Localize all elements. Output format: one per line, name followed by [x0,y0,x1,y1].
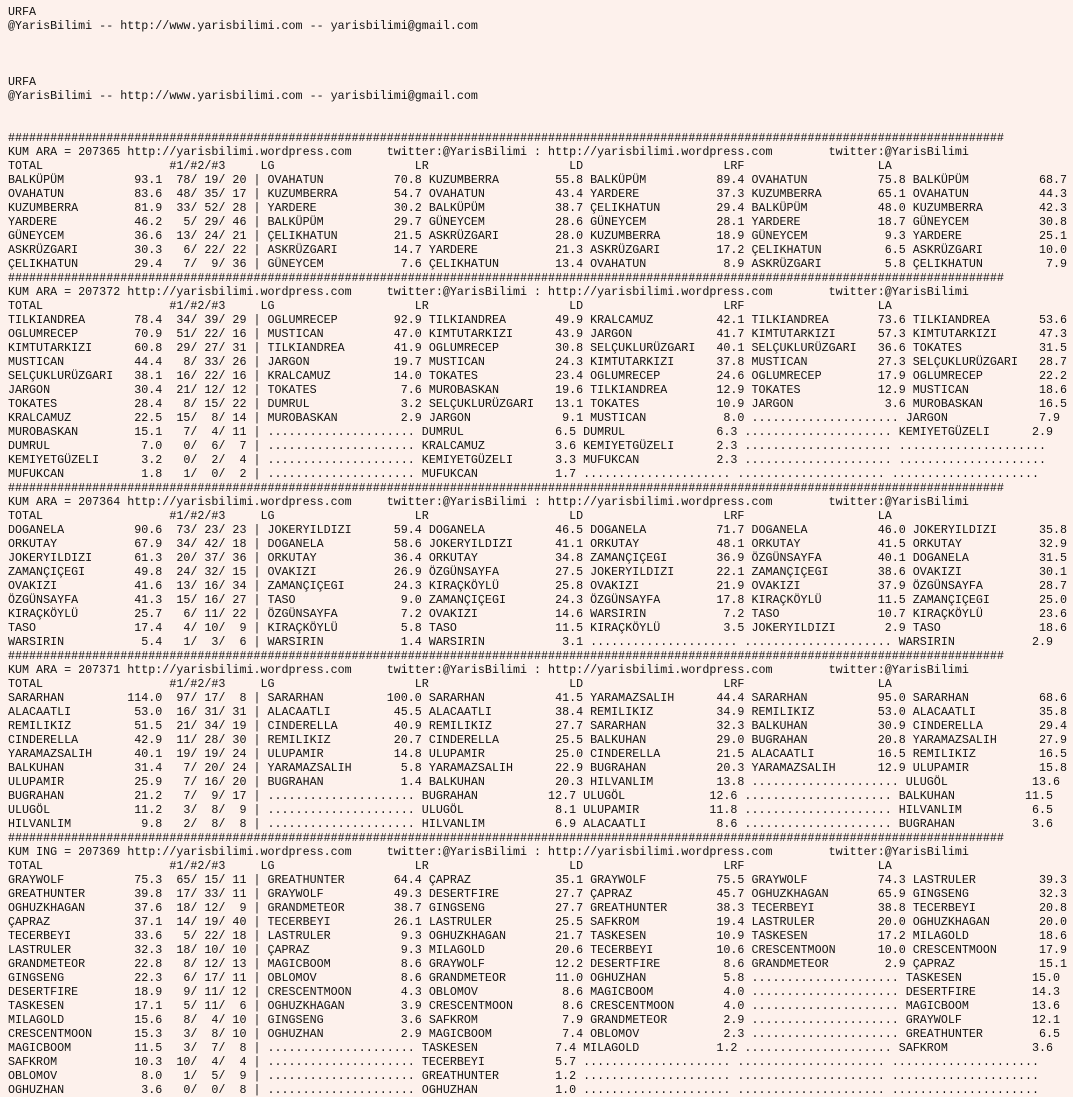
document-line: ULUGÖL 11.2 3/ 8/ 9 | ..................... ULUGÖL 8.1 ULUPAMIR 11.8 ..................... HILVANLIM 6.5 [8,803,1054,817]
document-line: ALACAATLI 53.0 16/ 31/ 31 | ALACAATLI 45.5 ALACAATLI 38.4 REMILIKIZ 34.9 REMILIKIZ 53.0 ALACAATLI 35.8 [8,705,1068,719]
document-line: URFA [8,5,37,19]
document-line: GINGSENG 22.3 6/ 17/ 11 | OBLOMOV 8.6 GRANDMETEOR 11.0 OGHUZHAN 5.8 ..................... TASKESEN 15.0 [8,971,1061,985]
document-line [8,33,1073,47]
document-line: BALKÜPÜM 93.1 78/ 19/ 20 | OVAHATUN 70.8 KUZUMBERRA 55.8 BALKÜPÜM 89.4 OVAHATUN 75.8 BALKÜPÜM 68.7 [8,173,1068,187]
document-line: KUM ARA = 207372 http://yarisbilimi.wordpress.com twitter:@YarisBilimi : http://yarisbilimi.wordpress.com twitter:@YarisBilimi [8,285,969,299]
document-line: DOGANELA 90.6 73/ 23/ 23 | JOKERYILDIZI 59.4 DOGANELA 46.5 DOGANELA 71.7 DOGANELA 46.0 JOKERYILDIZI 35.8 [8,523,1068,537]
document-line: ASKRÜZGARI 30.3 6/ 22/ 22 | ASKRÜZGARI 14.7 YARDERE 21.3 ASKRÜZGARI 17.2 ÇELIKHATUN 6.5 ASKRÜZGARI 10.0 [8,243,1068,257]
document-line: ULUPAMIR 25.9 7/ 16/ 20 | BUGRAHAN 1.4 BALKUHAN 20.3 HILVANLIM 13.8 ..................... ULUGÖL 13.6 [8,775,1061,789]
document-line: OVAKIZI 41.6 13/ 16/ 34 | ZAMANÇIÇEGI 24.3 KIRAÇKÖYLÜ 25.8 OVAKIZI 21.9 OVAKIZI 37.9 ÖZGÜNSAYFA 28.7 [8,579,1068,593]
document-line: TOTAL #1/#2/#3 LG LR LD LRF LA [8,159,892,173]
document-line: TILKIANDREA 78.4 34/ 39/ 29 | OGLUMRECEP 92.9 TILKIANDREA 49.9 KRALCAMUZ 42.1 TILKIANDREA 73.6 TILKIANDREA 53.6 [8,313,1068,327]
document-line: KIRAÇKÖYLÜ 25.7 6/ 11/ 22 | ÖZGÜNSAYFA 7.2 OVAKIZI 14.6 WARSIRIN 7.2 TASO 10.7 KIRAÇKÖYLÜ 23.6 [8,607,1068,621]
document-line: GÜNEYCEM 36.6 13/ 24/ 21 | ÇELIKHATUN 21.5 ASKRÜZGARI 28.0 KUZUMBERRA 18.9 GÜNEYCEM 9.3 YARDERE 25.1 [8,229,1068,243]
document-line: WARSIRIN 5.4 1/ 3/ 6 | WARSIRIN 1.4 WARSIRIN 3.1 ..................... ..................... WARSIRIN 2.9 [8,635,1054,649]
document-line: JARGON 30.4 21/ 12/ 12 | TOKATES 7.6 MUROBASKAN 19.6 TILKIANDREA 12.9 TOKATES 12.9 MUSTICAN 18.6 [8,383,1068,397]
document-line: TOTAL #1/#2/#3 LG LR LD LRF LA [8,859,892,873]
document-line: YARAMAZSALIH 40.1 19/ 19/ 24 | ULUPAMIR 14.8 ULUPAMIR 25.0 CINDERELLA 21.5 ALACAATLI 16.5 REMILIKIZ 16.5 [8,747,1068,761]
document-line: KUM ING = 207369 http://yarisbilimi.wordpress.com twitter:@YarisBilimi : http://yarisbilimi.wordpress.com twitter:@YarisBilimi [8,845,969,859]
document-line: GRAYWOLF 75.3 65/ 15/ 11 | GREATHUNTER 64.4 ÇAPRAZ 35.1 GRAYWOLF 75.5 GRAYWOLF 74.3 LASTRULER 39.3 [8,873,1068,887]
document-line: TECERBEYI 33.6 5/ 22/ 18 | LASTRULER 9.3 OGHUZKHAGAN 21.7 TASKESEN 10.9 TASKESEN 17.2 MILAGOLD 18.6 [8,929,1068,943]
document-line: GRANDMETEOR 22.8 8/ 12/ 13 | MAGICBOOM 8.6 GRAYWOLF 12.2 DESERTFIRE 8.6 GRANDMETEOR 2.9 ÇAPRAZ 15.1 [8,957,1068,971]
document-line: URFA [8,75,37,89]
document-line: DUMRUL 7.0 0/ 6/ 7 | ..................... KRALCAMUZ 3.6 KEMIYETGÜZELI 2.3 ..................... ..................... [8,439,1047,453]
document-line: ORKUTAY 67.9 34/ 42/ 18 | DOGANELA 58.6 JOKERYILDIZI 41.1 ORKUTAY 48.1 ORKUTAY 41.5 ORKUTAY 32.9 [8,537,1068,551]
document-line: @YarisBilimi -- http://www.yarisbilimi.com -- yarisbilimi@gmail.com [8,89,478,103]
document-line: KUM ARA = 207365 http://yarisbilimi.wordpress.com twitter:@YarisBilimi : http://yarisbilimi.wordpress.com twitter:@YarisBilimi [8,145,969,159]
document-line: @YarisBilimi -- http://www.yarisbilimi.com -- yarisbilimi@gmail.com [8,19,478,33]
document-line [8,61,1073,75]
document-line: GREATHUNTER 39.8 17/ 33/ 11 | GRAYWOLF 49.3 DESERTFIRE 27.7 ÇAPRAZ 45.7 OGHUZKHAGAN 65.9 GINGSENG 32.3 [8,887,1068,901]
document-line: REMILIKIZ 51.5 21/ 34/ 19 | CINDERELLA 40.9 REMILIKIZ 27.7 SARARHAN 32.3 BALKUHAN 30.9 CINDERELLA 29.4 [8,719,1068,733]
document-line: KRALCAMUZ 22.5 15/ 8/ 14 | MUROBASKAN 2.9 JARGON 9.1 MUSTICAN 8.0 ..................... JARGON 7.9 [8,411,1061,425]
document-line: BUGRAHAN 21.2 7/ 9/ 17 | ..................... BUGRAHAN 12.7 ULUGÖL 12.6 ..................... BALKUHAN 11.5 [8,789,1054,803]
document-line: MUFUKCAN 1.8 1/ 0/ 2 | ..................... MUFUKCAN 1.7 ..................... ..................... ..................... [8,467,1040,481]
document-line: CINDERELLA 42.9 11/ 28/ 30 | REMILIKIZ 20.7 CINDERELLA 25.5 BALKUHAN 29.0 BUGRAHAN 20.8 YARAMAZSALIH 27.9 [8,733,1068,747]
document-line: OGHUZKHAGAN 37.6 18/ 12/ 9 | GRANDMETEOR 38.7 GINGSENG 27.7 GREATHUNTER 38.3 TECERBEYI 38.8 TECERBEYI 20.8 [8,901,1068,915]
document-line: CRESCENTMOON 15.3 3/ 8/ 10 | OGHUZHAN 2.9 MAGICBOOM 7.4 OBLOMOV 2.3 ..................... GREATHUNTER 6.5 [8,1027,1061,1041]
document-line: SELÇUKLURÜZGARI 38.1 16/ 22/ 16 | KRALCAMUZ 14.0 TOKATES 23.4 OGLUMRECEP 24.6 OGLUMRECEP 17.9 OGLUMRECEP 22.2 [8,369,1068,383]
document-line: OBLOMOV 8.0 1/ 5/ 9 | ..................... GREATHUNTER 1.2 ..................... ..................... ..................... [8,1069,1040,1083]
document-line: KIMTUTARKIZI 60.8 29/ 27/ 31 | TILKIANDREA 41.9 OGLUMRECEP 30.8 SELÇUKLURÜZGARI 40.1 SELÇUKLURÜZGARI 36.6 TOKATES 31.5 [8,341,1068,355]
document-line: DESERTFIRE 18.9 9/ 11/ 12 | CRESCENTMOON 4.3 OBLOMOV 8.6 MAGICBOOM 4.0 ..................... DESERTFIRE 14.3 [8,985,1061,999]
document-line: KUZUMBERRA 81.9 33/ 52/ 28 | YARDERE 30.2 BALKÜPÜM 38.7 ÇELIKHATUN 29.4 BALKÜPÜM 48.0 KUZUMBERRA 42.3 [8,201,1068,215]
document-line: OVAHATUN 83.6 48/ 35/ 17 | KUZUMBERRA 54.7 OVAHATUN 43.4 YARDERE 37.3 KUZUMBERRA 65.1 OVAHATUN 44.3 [8,187,1068,201]
document-line: ############################################################################################################################################## [8,831,1004,845]
document-line: MILAGOLD 15.6 8/ 4/ 10 | GINGSENG 3.6 SAFKROM 7.9 GRANDMETEOR 2.9 ..................... GRAYWOLF 12.1 [8,1013,1061,1027]
document-line: TOKATES 28.4 8/ 15/ 22 | DUMRUL 3.2 SELÇUKLURÜZGARI 13.1 TOKATES 10.9 JARGON 3.6 MUROBASKAN 16.5 [8,397,1068,411]
document-line: TOTAL #1/#2/#3 LG LR LD LRF LA [8,677,892,691]
document-line: SARARHAN 114.0 97/ 17/ 8 | SARARHAN 100.0 SARARHAN 41.5 YARAMAZSALIH 44.4 SARARHAN 95.0 SARARHAN 68.6 [8,691,1068,705]
document-line: MAGICBOOM 11.5 3/ 7/ 8 | ..................... TASKESEN 7.4 MILAGOLD 1.2 ..................... SAFKROM 3.6 [8,1041,1054,1055]
document-line: TOTAL #1/#2/#3 LG LR LD LRF LA [8,509,892,523]
document-line [8,117,1073,131]
document-line: MUROBASKAN 15.1 7/ 4/ 11 | ..................... DUMRUL 6.5 DUMRUL 6.3 ..................... KEMIYETGÜZELI 2.9 [8,425,1054,439]
document-line: ÇELIKHATUN 29.4 7/ 9/ 36 | GÜNEYCEM 7.6 ÇELIKHATUN 13.4 OVAHATUN 8.9 ASKRÜZGARI 5.8 ÇELIKHATUN 7.9 [8,257,1068,271]
document-line: MUSTICAN 44.4 8/ 33/ 26 | JARGON 19.7 MUSTICAN 24.3 KIMTUTARKIZI 37.8 MUSTICAN 27.3 SELÇUKLURÜZGARI 28.7 [8,355,1068,369]
document-line: TASKESEN 17.1 5/ 11/ 6 | OGHUZKHAGAN 3.9 CRESCENTMOON 8.6 CRESCENTMOON 4.0 ..................... MAGICBOOM 13.6 [8,999,1061,1013]
document-line: BALKUHAN 31.4 7/ 20/ 24 | YARAMAZSALIH 5.8 YARAMAZSALIH 22.9 BUGRAHAN 20.3 YARAMAZSALIH 12.9 ULUPAMIR 15.8 [8,761,1068,775]
document-line: ÖZGÜNSAYFA 41.3 15/ 16/ 27 | TASO 9.0 ZAMANÇIÇEGI 24.3 ÖZGÜNSAYFA 17.8 KIRAÇKÖYLÜ 11.5 ZAMANÇIÇEGI 25.0 [8,593,1068,607]
document-line: JOKERYILDIZI 61.3 20/ 37/ 36 | ORKUTAY 36.4 ORKUTAY 34.8 ZAMANÇIÇEGI 36.9 ÖZGÜNSAYFA 40.1 DOGANELA 31.5 [8,551,1068,565]
document-line: ############################################################################################################################################## [8,131,1004,145]
document-line: KEMIYETGÜZELI 3.2 0/ 2/ 4 | ..................... KEMIYETGÜZELI 3.3 MUFUKCAN 2.3 ..................... ..................... [8,453,1047,467]
document-line: YARDERE 46.2 5/ 29/ 46 | BALKÜPÜM 29.7 GÜNEYCEM 28.6 GÜNEYCEM 28.1 YARDERE 18.7 GÜNEYCEM 30.8 [8,215,1068,229]
document-line: OGHUZHAN 3.6 0/ 0/ 8 | ..................... OGHUZHAN 1.0 ..................... ..................... ..................... [8,1083,1040,1097]
document-line: KUM ARA = 207364 http://yarisbilimi.wordpress.com twitter:@YarisBilimi : http://yarisbilimi.wordpress.com twitter:@YarisBilimi [8,495,969,509]
document-line: ############################################################################################################################################## [8,481,1004,495]
document-line: ############################################################################################################################################## [8,649,1004,663]
document-line: SAFKROM 10.3 10/ 4/ 4 | ..................... TECERBEYI 5.7 ..................... ..................... ..................... [8,1055,1040,1069]
document-line: KUM ARA = 207371 http://yarisbilimi.wordpress.com twitter:@YarisBilimi : http://yarisbilimi.wordpress.com twitter:@YarisBilimi [8,663,969,677]
document-line: ############################################################################################################################################## [8,271,1004,285]
document-line: ZAMANÇIÇEGI 49.8 24/ 32/ 15 | OVAKIZI 26.9 ÖZGÜNSAYFA 27.5 JOKERYILDIZI 22.1 ZAMANÇIÇEGI 38.6 OVAKIZI 30.1 [8,565,1068,579]
document-line: HILVANLIM 9.8 2/ 8/ 8 | ..................... HILVANLIM 6.9 ALACAATLI 8.6 ..................... BUGRAHAN 3.6 [8,817,1054,831]
document-line: LASTRULER 32.3 18/ 10/ 10 | ÇAPRAZ 9.3 MILAGOLD 20.6 TECERBEYI 10.6 CRESCENTMOON 10.0 CRESCENTMOON 17.9 [8,943,1068,957]
document-line: ÇAPRAZ 37.1 14/ 19/ 40 | TECERBEYI 26.1 LASTRULER 25.5 SAFKROM 19.4 LASTRULER 20.0 OGHUZKHAGAN 20.0 [8,915,1068,929]
document-line [8,103,1073,117]
document-line [8,47,1073,61]
document-line: OGLUMRECEP 70.9 51/ 22/ 16 | MUSTICAN 47.0 KIMTUTARKIZI 43.9 JARGON 41.7 KIMTUTARKIZI 57.3 KIMTUTARKIZI 47.3 [8,327,1068,341]
document-line: TOTAL #1/#2/#3 LG LR LD LRF LA [8,299,892,313]
document-line: TASO 17.4 4/ 10/ 9 | KIRAÇKÖYLÜ 5.8 TASO 11.5 KIRAÇKÖYLÜ 3.5 JOKERYILDIZI 2.9 TASO 18.6 [8,621,1068,635]
